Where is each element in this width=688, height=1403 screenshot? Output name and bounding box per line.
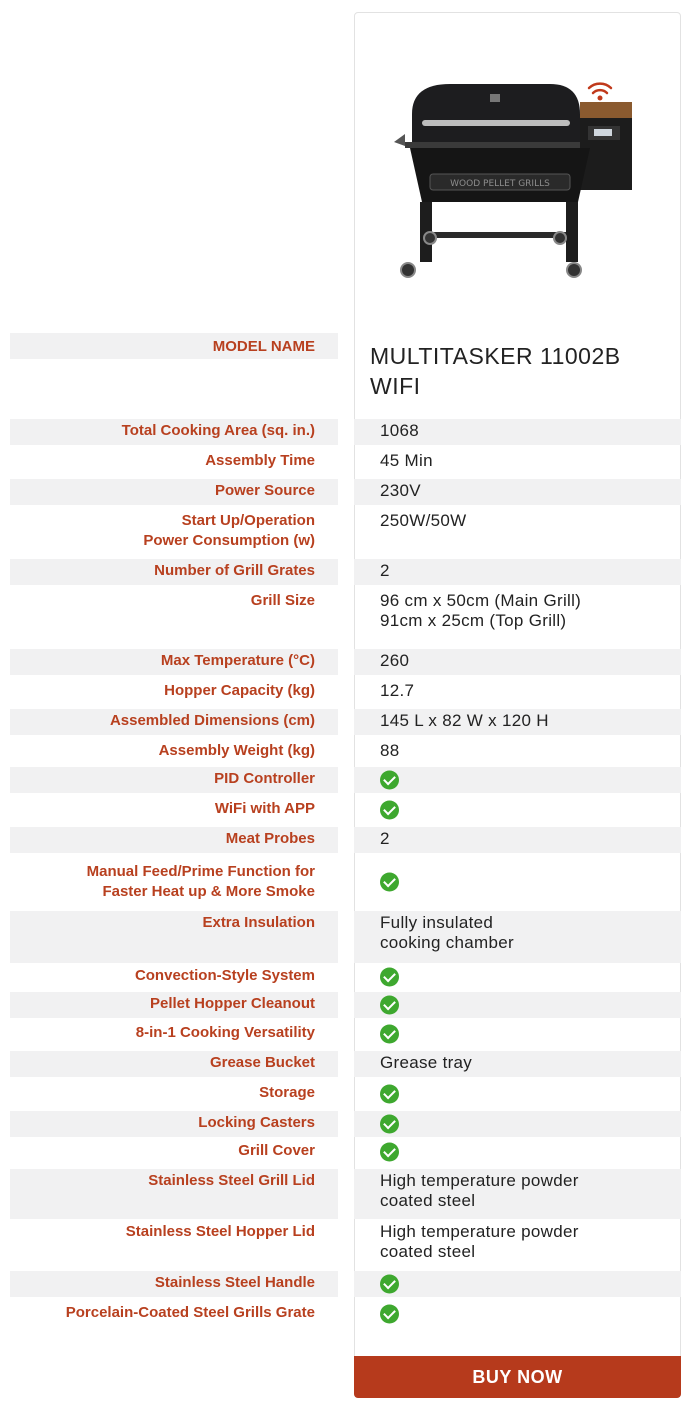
spec-value: 1068: [380, 421, 420, 440]
spec-row: [10, 1111, 681, 1137]
spec-label: PID Controller: [214, 770, 315, 787]
spec-row: [10, 827, 681, 853]
spec-label: Pellet Hopper Cleanout: [149, 995, 315, 1012]
spec-label: WiFi with APP: [214, 800, 315, 817]
check-icon: [380, 771, 399, 790]
wifi-icon: [589, 84, 611, 93]
spec-label: Stainless Steel Grill Lid: [148, 1172, 315, 1189]
spec-label: Start Up/Operation Power Consumption (w): [143, 512, 315, 549]
spec-row: [10, 679, 681, 705]
spec-row: [10, 1021, 681, 1047]
spec-value: 88: [380, 741, 400, 760]
spec-label: Assembly Weight (kg): [158, 742, 315, 759]
svg-text:WOOD PELLET GRILLS: WOOD PELLET GRILLS: [450, 179, 550, 189]
spec-row: [10, 964, 681, 990]
spec-value: 96 cm x 50cm (Main Grill) 91cm x 25cm (Top Grill): [380, 591, 582, 630]
spec-label: Extra Insulation: [202, 914, 315, 931]
spec-row: [10, 1051, 681, 1077]
model-label: MODEL NAME: [212, 338, 315, 355]
spec-value: 12.7: [380, 681, 415, 700]
spec-row: [10, 649, 681, 675]
spec-label: Convection-Style System: [134, 967, 315, 984]
spec-label: Stainless Steel Handle: [154, 1274, 315, 1291]
spec-label: Grill Cover: [238, 1142, 315, 1159]
spec-label: Max Temperature (°C): [160, 652, 315, 669]
spec-label: 8-in-1 Cooking Versatility: [135, 1024, 315, 1041]
spec-row: [10, 739, 681, 765]
spec-value: Grease tray: [380, 1053, 473, 1072]
spec-row: [10, 911, 681, 963]
pellet-grill-image: [390, 74, 640, 284]
spec-label: Grill Size: [250, 592, 315, 609]
spec-label: Porcelain-Coated Steel Grills Grate: [65, 1304, 315, 1321]
spec-label: Storage: [259, 1084, 315, 1101]
spec-value: Fully insulated cooking chamber: [380, 913, 514, 952]
spec-value: 230V: [380, 481, 421, 500]
spec-label: Stainless Steel Hopper Lid: [125, 1223, 315, 1240]
check-icon: [380, 968, 399, 987]
spec-value: 45 Min: [380, 451, 433, 470]
spec-row: [10, 797, 681, 823]
check-icon: [380, 1085, 399, 1104]
check-icon: [380, 1143, 399, 1162]
spec-value: 2: [380, 561, 390, 580]
spec-label: Manual Feed/Prime Function for Faster Heat up & More Smoke: [86, 863, 315, 900]
spec-label: Total Cooking Area (sq. in.): [121, 422, 315, 439]
check-icon: [380, 1275, 399, 1294]
spec-label: Assembly Time: [205, 452, 315, 469]
spec-value: 260: [380, 651, 410, 670]
spec-row: [10, 479, 681, 505]
spec-row: [10, 1081, 681, 1107]
check-icon: [380, 1305, 399, 1324]
check-icon: [380, 1025, 399, 1044]
spec-label: Locking Casters: [198, 1114, 315, 1131]
spec-row: [10, 709, 681, 735]
spec-value: High temperature powder coated steel: [380, 1171, 579, 1210]
spec-value: 2: [380, 829, 390, 848]
spec-label: Hopper Capacity (kg): [164, 682, 315, 699]
spec-row: [10, 1139, 681, 1165]
spec-row: [10, 1169, 681, 1219]
spec-row: [10, 589, 681, 645]
spec-label: Assembled Dimensions (cm): [109, 712, 315, 729]
spec-row: [10, 1220, 681, 1270]
spec-value: High temperature powder coated steel: [380, 1222, 579, 1261]
check-icon: [380, 1115, 399, 1134]
spec-row: [10, 449, 681, 475]
spec-row: [10, 992, 681, 1018]
spec-row: [10, 419, 681, 445]
spec-label: Number of Grill Grates: [154, 562, 315, 579]
spec-row: [10, 559, 681, 585]
check-icon: [380, 873, 399, 892]
spec-row: [10, 855, 681, 909]
check-icon: [380, 801, 399, 820]
spec-value: 145 L x 82 W x 120 H: [380, 711, 549, 730]
check-icon: [380, 996, 399, 1015]
spec-label: Power Source: [214, 482, 315, 499]
spec-label: Meat Probes: [225, 830, 315, 847]
spec-row: [10, 509, 681, 557]
spec-row: [10, 1301, 681, 1327]
model-row-text: [10, 333, 681, 403]
spec-row: [10, 1271, 681, 1297]
spec-row: [10, 767, 681, 793]
model-name: MULTITASKER 11002B WIFI: [370, 343, 621, 399]
buy-now-button[interactable]: BUY NOW: [354, 1356, 681, 1398]
spec-value: 250W/50W: [380, 511, 467, 530]
spec-label: Grease Bucket: [209, 1054, 315, 1071]
